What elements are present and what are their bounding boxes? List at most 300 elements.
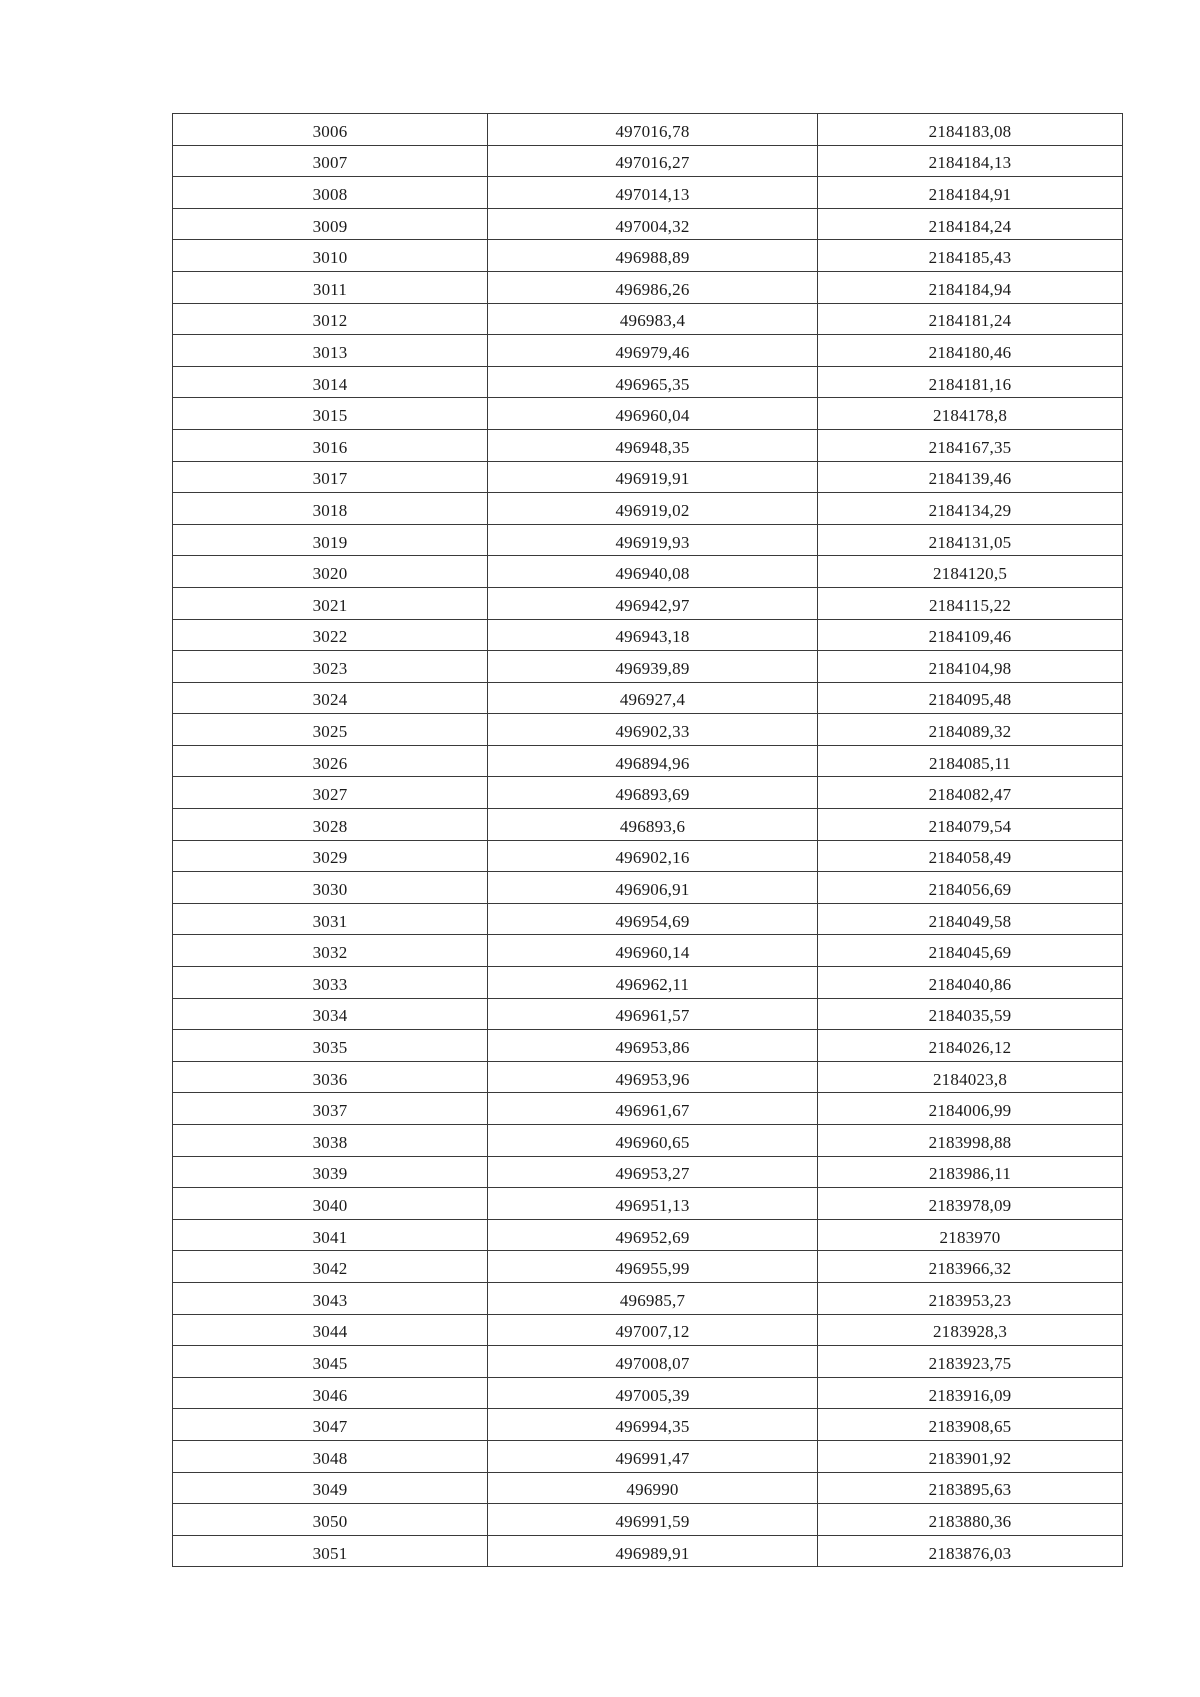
table-row [173,967,1123,999]
cell-text: 496943,18 [615,627,690,647]
point-number-cell [173,1188,488,1220]
x-coordinate-cell [488,145,818,177]
cell-text: 497005,39 [615,1385,690,1405]
x-coordinate-cell [488,524,818,556]
cell-text: 2184045,69 [928,943,1012,963]
x-coordinate-cell [488,335,818,367]
cell-text: 496989,91 [615,1543,690,1563]
cell-text: 3040 [312,1195,348,1215]
cell-text: 496994,35 [615,1417,690,1437]
point-number-cell [173,1282,488,1314]
cell-text: 3032 [312,943,348,963]
cell-text: 496960,04 [615,406,690,426]
cell-text: 2184131,05 [928,532,1012,552]
y-coordinate-cell [818,366,1123,398]
cell-text: 496902,16 [615,848,690,868]
x-coordinate-cell [488,872,818,904]
x-coordinate-cell [488,1282,818,1314]
y-coordinate-cell [818,682,1123,714]
cell-text: 496919,93 [615,532,690,552]
cell-text: 2184184,13 [928,153,1012,173]
y-coordinate-cell [818,461,1123,493]
table-row [173,1030,1123,1062]
cell-text: 3022 [312,627,348,647]
table-row [173,1061,1123,1093]
y-coordinate-cell [818,303,1123,335]
cell-text: 2184180,46 [928,342,1012,362]
y-coordinate-cell [818,145,1123,177]
cell-text: 3011 [312,279,348,299]
point-number-cell [173,1504,488,1536]
table-row [173,493,1123,525]
cell-text: 496893,69 [615,785,690,805]
point-number-cell [173,1061,488,1093]
table-row [173,177,1123,209]
point-number-cell [173,1346,488,1378]
cell-text: 2184058,49 [928,848,1012,868]
x-coordinate-cell [488,1504,818,1536]
cell-text: 2183895,63 [928,1480,1012,1500]
cell-text: 2184139,46 [928,469,1012,489]
point-number-cell [173,524,488,556]
point-number-cell [173,840,488,872]
cell-text: 2183970 [939,1227,1001,1247]
cell-text: 2184040,86 [928,974,1012,994]
cell-text: 2184085,11 [928,753,1012,773]
cell-text: 2184104,98 [928,658,1012,678]
cell-text: 497014,13 [615,184,690,204]
cell-text: 3020 [312,564,348,584]
point-number-cell [173,651,488,683]
table-row [173,1156,1123,1188]
point-number-cell [173,1472,488,1504]
point-number-cell [173,271,488,303]
cell-text: 3039 [312,1164,348,1184]
cell-text: 496906,91 [615,880,690,900]
point-number-cell [173,1156,488,1188]
table-row [173,714,1123,746]
cell-text: 3007 [312,153,348,173]
y-coordinate-cell [818,1440,1123,1472]
cell-text: 3038 [312,1132,348,1152]
cell-text: 3014 [312,374,348,394]
x-coordinate-cell [488,429,818,461]
table-row [173,1219,1123,1251]
point-number-cell [173,1314,488,1346]
table-row [173,587,1123,619]
y-coordinate-cell [818,840,1123,872]
cell-text: 3050 [312,1511,348,1531]
y-coordinate-cell [818,935,1123,967]
x-coordinate-cell [488,493,818,525]
x-coordinate-cell [488,1377,818,1409]
point-number-cell [173,872,488,904]
table-row [173,1125,1123,1157]
y-coordinate-cell [818,872,1123,904]
x-coordinate-cell [488,366,818,398]
cell-text: 2184178,8 [932,406,1008,426]
table-row [173,429,1123,461]
table-row [173,114,1123,146]
x-coordinate-cell [488,745,818,777]
cell-text: 496919,02 [615,500,690,520]
x-coordinate-cell [488,809,818,841]
cell-text: 496985,7 [619,1290,686,1310]
cell-text: 496948,35 [615,437,690,457]
point-number-cell [173,967,488,999]
cell-text: 2183908,65 [928,1417,1012,1437]
point-number-cell [173,335,488,367]
y-coordinate-cell [818,1409,1123,1441]
x-coordinate-cell [488,651,818,683]
cell-text: 496979,46 [615,342,690,362]
table-row [173,903,1123,935]
table-row [173,682,1123,714]
cell-text: 2184082,47 [928,785,1012,805]
cell-text: 3031 [312,911,348,931]
cell-text: 2184183,08 [928,121,1012,141]
y-coordinate-cell [818,998,1123,1030]
x-coordinate-cell [488,461,818,493]
cell-text: 2183966,32 [928,1259,1012,1279]
y-coordinate-cell [818,398,1123,430]
cell-text: 2184049,58 [928,911,1012,931]
y-coordinate-cell [818,208,1123,240]
table-row [173,556,1123,588]
x-coordinate-cell [488,935,818,967]
y-coordinate-cell [818,524,1123,556]
cell-text: 2183998,88 [928,1132,1012,1152]
x-coordinate-cell [488,619,818,651]
cell-text: 3025 [312,722,348,742]
cell-text: 496953,86 [615,1038,690,1058]
cell-text: 496919,91 [615,469,690,489]
x-coordinate-cell [488,240,818,272]
cell-text: 3012 [312,311,348,331]
table-row [173,1535,1123,1567]
point-number-cell [173,587,488,619]
point-number-cell [173,461,488,493]
table-row [173,1440,1123,1472]
cell-text: 2184095,48 [928,690,1012,710]
y-coordinate-cell [818,903,1123,935]
cell-text: 3028 [312,816,348,836]
cell-text: 496902,33 [615,722,690,742]
y-coordinate-cell [818,1061,1123,1093]
y-coordinate-cell [818,1504,1123,1536]
table-row [173,998,1123,1030]
cell-text: 3051 [312,1543,348,1563]
table-row [173,335,1123,367]
cell-text: 3042 [312,1259,348,1279]
cell-text: 3010 [312,248,348,268]
cell-text: 3016 [312,437,348,457]
y-coordinate-cell [818,556,1123,588]
x-coordinate-cell [488,1251,818,1283]
cell-text: 2183916,09 [928,1385,1012,1405]
cell-text: 2184023,8 [932,1069,1008,1089]
cell-text: 2184115,22 [928,595,1012,615]
point-number-cell [173,114,488,146]
cell-text: 2184184,94 [928,279,1012,299]
x-coordinate-cell [488,208,818,240]
x-coordinate-cell [488,271,818,303]
cell-text: 497004,32 [615,216,690,236]
cell-text: 3037 [312,1101,348,1121]
x-coordinate-cell [488,1346,818,1378]
cell-text: 497016,27 [615,153,690,173]
y-coordinate-cell [818,1125,1123,1157]
point-number-cell [173,714,488,746]
cell-text: 496953,27 [615,1164,690,1184]
cell-text: 3030 [312,880,348,900]
table-row [173,1504,1123,1536]
table-row [173,461,1123,493]
table-row [173,1409,1123,1441]
table-row [173,1472,1123,1504]
x-coordinate-cell [488,1188,818,1220]
cell-text: 496960,65 [615,1132,690,1152]
x-coordinate-cell [488,1535,818,1567]
point-number-cell [173,556,488,588]
cell-text: 2184134,29 [928,500,1012,520]
cell-text: 496962,11 [615,974,690,994]
y-coordinate-cell [818,177,1123,209]
y-coordinate-cell [818,1377,1123,1409]
y-coordinate-cell [818,967,1123,999]
point-number-cell [173,935,488,967]
point-number-cell [173,1409,488,1441]
x-coordinate-cell [488,1219,818,1251]
x-coordinate-cell [488,682,818,714]
cell-text: 3033 [312,974,348,994]
point-number-cell [173,398,488,430]
cell-text: 496983,4 [619,311,686,331]
y-coordinate-cell [818,114,1123,146]
cell-text: 496927,4 [619,690,686,710]
x-coordinate-cell [488,1472,818,1504]
cell-text: 3021 [312,595,348,615]
cell-text: 3019 [312,532,348,552]
cell-text: 3026 [312,753,348,773]
y-coordinate-cell [818,1188,1123,1220]
cell-text: 2183986,11 [928,1164,1012,1184]
y-coordinate-cell [818,745,1123,777]
cell-text: 2184109,46 [928,627,1012,647]
table-row [173,366,1123,398]
cell-text: 3006 [312,121,348,141]
x-coordinate-cell [488,556,818,588]
y-coordinate-cell [818,777,1123,809]
point-number-cell [173,1377,488,1409]
point-number-cell [173,745,488,777]
table-row [173,777,1123,809]
y-coordinate-cell [818,651,1123,683]
point-number-cell [173,1535,488,1567]
x-coordinate-cell [488,587,818,619]
cell-text: 2184089,32 [928,722,1012,742]
table-row [173,1251,1123,1283]
cell-text: 496953,96 [615,1069,690,1089]
point-number-cell [173,240,488,272]
cell-text: 2183928,3 [932,1322,1008,1342]
table-row [173,1377,1123,1409]
table-row [173,1314,1123,1346]
cell-text: 496951,13 [615,1195,690,1215]
cell-text: 2184184,91 [928,184,1012,204]
cell-text: 2184006,99 [928,1101,1012,1121]
cell-text: 2183901,92 [928,1448,1012,1468]
table-row [173,1282,1123,1314]
y-coordinate-cell [818,714,1123,746]
point-number-cell [173,998,488,1030]
point-number-cell [173,429,488,461]
table-row [173,208,1123,240]
x-coordinate-cell [488,1156,818,1188]
cell-text: 2184181,24 [928,311,1012,331]
cell-text: 2184167,35 [928,437,1012,457]
cell-text: 3046 [312,1385,348,1405]
x-coordinate-cell [488,1030,818,1062]
x-coordinate-cell [488,1125,818,1157]
cell-text: 496991,59 [615,1511,690,1531]
point-number-cell [173,1125,488,1157]
cell-text: 496960,14 [615,943,690,963]
cell-text: 496894,96 [615,753,690,773]
y-coordinate-cell [818,587,1123,619]
cell-text: 3041 [312,1227,348,1247]
cell-text: 496986,26 [615,279,690,299]
table-row [173,619,1123,651]
x-coordinate-cell [488,840,818,872]
cell-text: 3034 [312,1006,348,1026]
cell-text: 3008 [312,184,348,204]
table-row [173,240,1123,272]
x-coordinate-cell [488,303,818,335]
point-number-cell [173,777,488,809]
x-coordinate-cell [488,714,818,746]
cell-text: 2184035,59 [928,1006,1012,1026]
table-row [173,271,1123,303]
cell-text: 496942,97 [615,595,690,615]
point-number-cell [173,809,488,841]
table-row [173,872,1123,904]
cell-text: 496955,99 [615,1259,690,1279]
point-number-cell [173,619,488,651]
table-row [173,651,1123,683]
y-coordinate-cell [818,429,1123,461]
cell-text: 3043 [312,1290,348,1310]
cell-text: 2184181,16 [928,374,1012,394]
table-row [173,145,1123,177]
x-coordinate-cell [488,398,818,430]
point-number-cell [173,366,488,398]
cell-text: 3048 [312,1448,348,1468]
cell-text: 496961,57 [615,1006,690,1026]
x-coordinate-cell [488,1440,818,1472]
point-number-cell [173,1251,488,1283]
cell-text: 2183880,36 [928,1511,1012,1531]
x-coordinate-cell [488,1314,818,1346]
y-coordinate-cell [818,619,1123,651]
cell-text: 2183978,09 [928,1195,1012,1215]
table-row [173,1093,1123,1125]
point-number-cell [173,903,488,935]
table-row [173,524,1123,556]
cell-text: 3027 [312,785,348,805]
point-number-cell [173,208,488,240]
y-coordinate-cell [818,1472,1123,1504]
cell-text: 3009 [312,216,348,236]
cell-text: 2184120,5 [932,564,1008,584]
cell-text: 496961,67 [615,1101,690,1121]
x-coordinate-cell [488,1061,818,1093]
point-number-cell [173,303,488,335]
cell-text: 497016,78 [615,121,690,141]
x-coordinate-cell [488,777,818,809]
point-number-cell [173,145,488,177]
table-row [173,303,1123,335]
point-number-cell [173,682,488,714]
cell-text: 2184079,54 [928,816,1012,836]
cell-text: 3017 [312,469,348,489]
cell-text: 3049 [312,1480,348,1500]
y-coordinate-cell [818,809,1123,841]
cell-text: 2183923,75 [928,1353,1012,1373]
cell-text: 2184026,12 [928,1038,1012,1058]
table-row [173,1188,1123,1220]
cell-text: 3013 [312,342,348,362]
x-coordinate-cell [488,1409,818,1441]
cell-text: 3018 [312,500,348,520]
cell-text: 496990 [626,1480,679,1500]
y-coordinate-cell [818,335,1123,367]
coordinates-table-body [173,114,1123,1567]
cell-text: 3045 [312,1353,348,1373]
x-coordinate-cell [488,998,818,1030]
y-coordinate-cell [818,1282,1123,1314]
cell-text: 3044 [312,1322,348,1342]
table-row [173,1346,1123,1378]
y-coordinate-cell [818,1535,1123,1567]
cell-text: 497008,07 [615,1353,690,1373]
cell-text: 496952,69 [615,1227,690,1247]
x-coordinate-cell [488,1093,818,1125]
table-row [173,840,1123,872]
x-coordinate-cell [488,967,818,999]
cell-text: 3035 [312,1038,348,1058]
y-coordinate-cell [818,1093,1123,1125]
cell-text: 496940,08 [615,564,690,584]
x-coordinate-cell [488,177,818,209]
table-row [173,935,1123,967]
table-row [173,398,1123,430]
y-coordinate-cell [818,240,1123,272]
cell-text: 2183876,03 [928,1543,1012,1563]
cell-text: 496939,89 [615,658,690,678]
y-coordinate-cell [818,1030,1123,1062]
point-number-cell [173,1093,488,1125]
cell-text: 496988,89 [615,248,690,268]
point-number-cell [173,1440,488,1472]
y-coordinate-cell [818,1219,1123,1251]
cell-text: 3036 [312,1069,348,1089]
cell-text: 3024 [312,690,348,710]
cell-text: 2183953,23 [928,1290,1012,1310]
point-number-cell [173,493,488,525]
cell-text: 3015 [312,406,348,426]
table-row [173,745,1123,777]
